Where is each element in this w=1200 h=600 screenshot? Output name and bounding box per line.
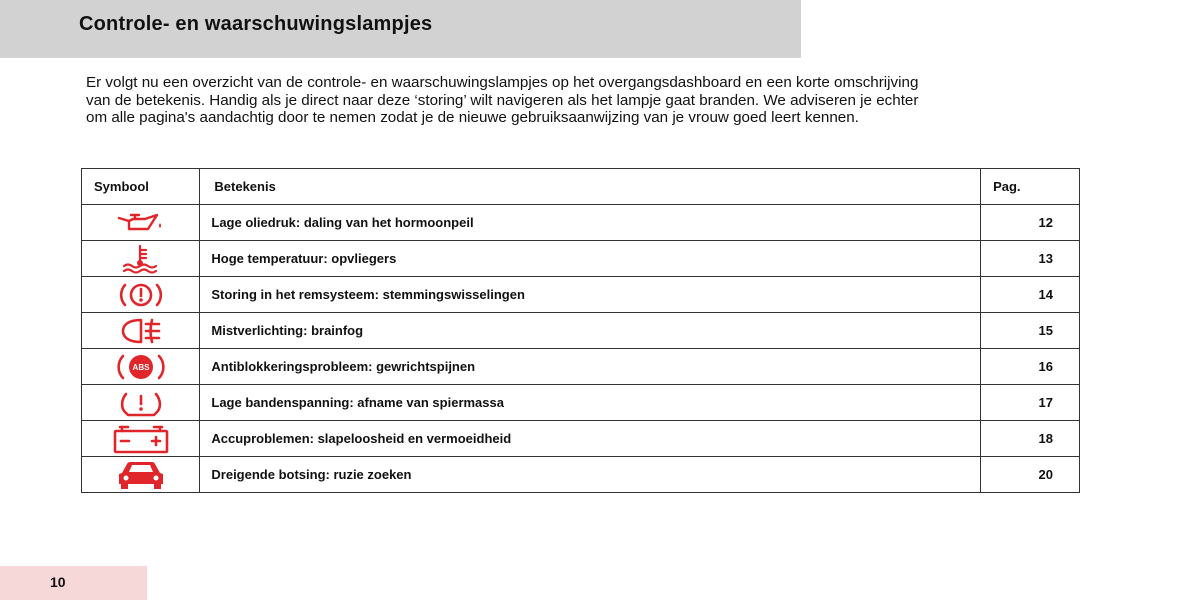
page-cell: 13 [981,241,1080,277]
page-cell: 14 [981,277,1080,313]
table-row [82,313,1080,349]
meaning-cell: Hoge temperatuur: opvliegers [200,241,981,277]
brake-warning-icon [113,280,169,310]
page-title: Controle- en waarschuwingslampjes [79,13,433,35]
table-row [82,385,1080,421]
header-symbol: Symbool [82,169,200,205]
page-cell: 12 [981,205,1080,241]
table-row [82,421,1080,457]
meaning-cell: Accuproblemen: slapeloosheid en vermoeidheid [200,421,981,457]
table-row [82,349,1080,385]
intro-line: om alle pagina's aandachtig door te nemen zodat je de nieuwe gebruiksaanwijzing van je vrouw goed leert kennen. [86,109,859,126]
symbol-cell [82,385,200,421]
coolant-temperature-icon [118,244,164,274]
intro-line: Er volgt nu een overzicht van de controle- en waarschuwingslampjes op het overgangsdashboard en een korte omschrijving [86,74,919,91]
page-cell: 17 [981,385,1080,421]
intro-line: van de betekenis. Handig als je direct naar deze ‘storing’ wilt navigeren als het lampje gaat branden. We adviseren je echter [86,91,919,109]
tire-pressure-icon [116,388,166,418]
meaning-cell: Lage bandenspanning: afname van spiermassa [200,385,981,421]
meaning-cell: Storing in het remsysteem: stemmingswisselingen [200,277,981,313]
meaning-cell: Dreigende botsing: ruzie zoeken [200,457,981,493]
battery-icon [109,423,173,455]
title-bar [0,0,801,58]
table-row [82,457,1080,493]
meaning-cell: Mistverlichting: brainfog [200,313,981,349]
symbol-cell [82,313,200,349]
header-meaning: Betekenis [200,169,981,205]
symbol-cell [82,349,200,385]
page-cell: 20 [981,457,1080,493]
car-collision-icon [114,459,168,491]
symbol-cell [82,457,200,493]
symbol-cell [82,241,200,277]
symbol-cell [82,205,200,241]
symbol-cell [82,277,200,313]
table-header-row [82,169,1080,205]
page-number-box [0,566,147,600]
oil-pressure-icon [115,209,167,237]
header-page: Pag. [981,169,1080,205]
symbol-cell [82,421,200,457]
table-row [82,277,1080,313]
abs-icon [111,352,171,382]
table-row [82,205,1080,241]
intro-paragraph [86,74,1106,127]
warning-lights-table [81,168,1080,493]
page-cell: 15 [981,313,1080,349]
table-row [82,241,1080,277]
page-cell: 18 [981,421,1080,457]
meaning-cell: Lage oliedruk: daling van het hormoonpeil [200,205,981,241]
page-number: 10 [50,574,66,590]
page-cell: 16 [981,349,1080,385]
abs-label: ABS [132,362,150,372]
fog-light-icon [113,316,169,346]
meaning-cell: Antiblokkeringsprobleem: gewrichtspijnen [200,349,981,385]
